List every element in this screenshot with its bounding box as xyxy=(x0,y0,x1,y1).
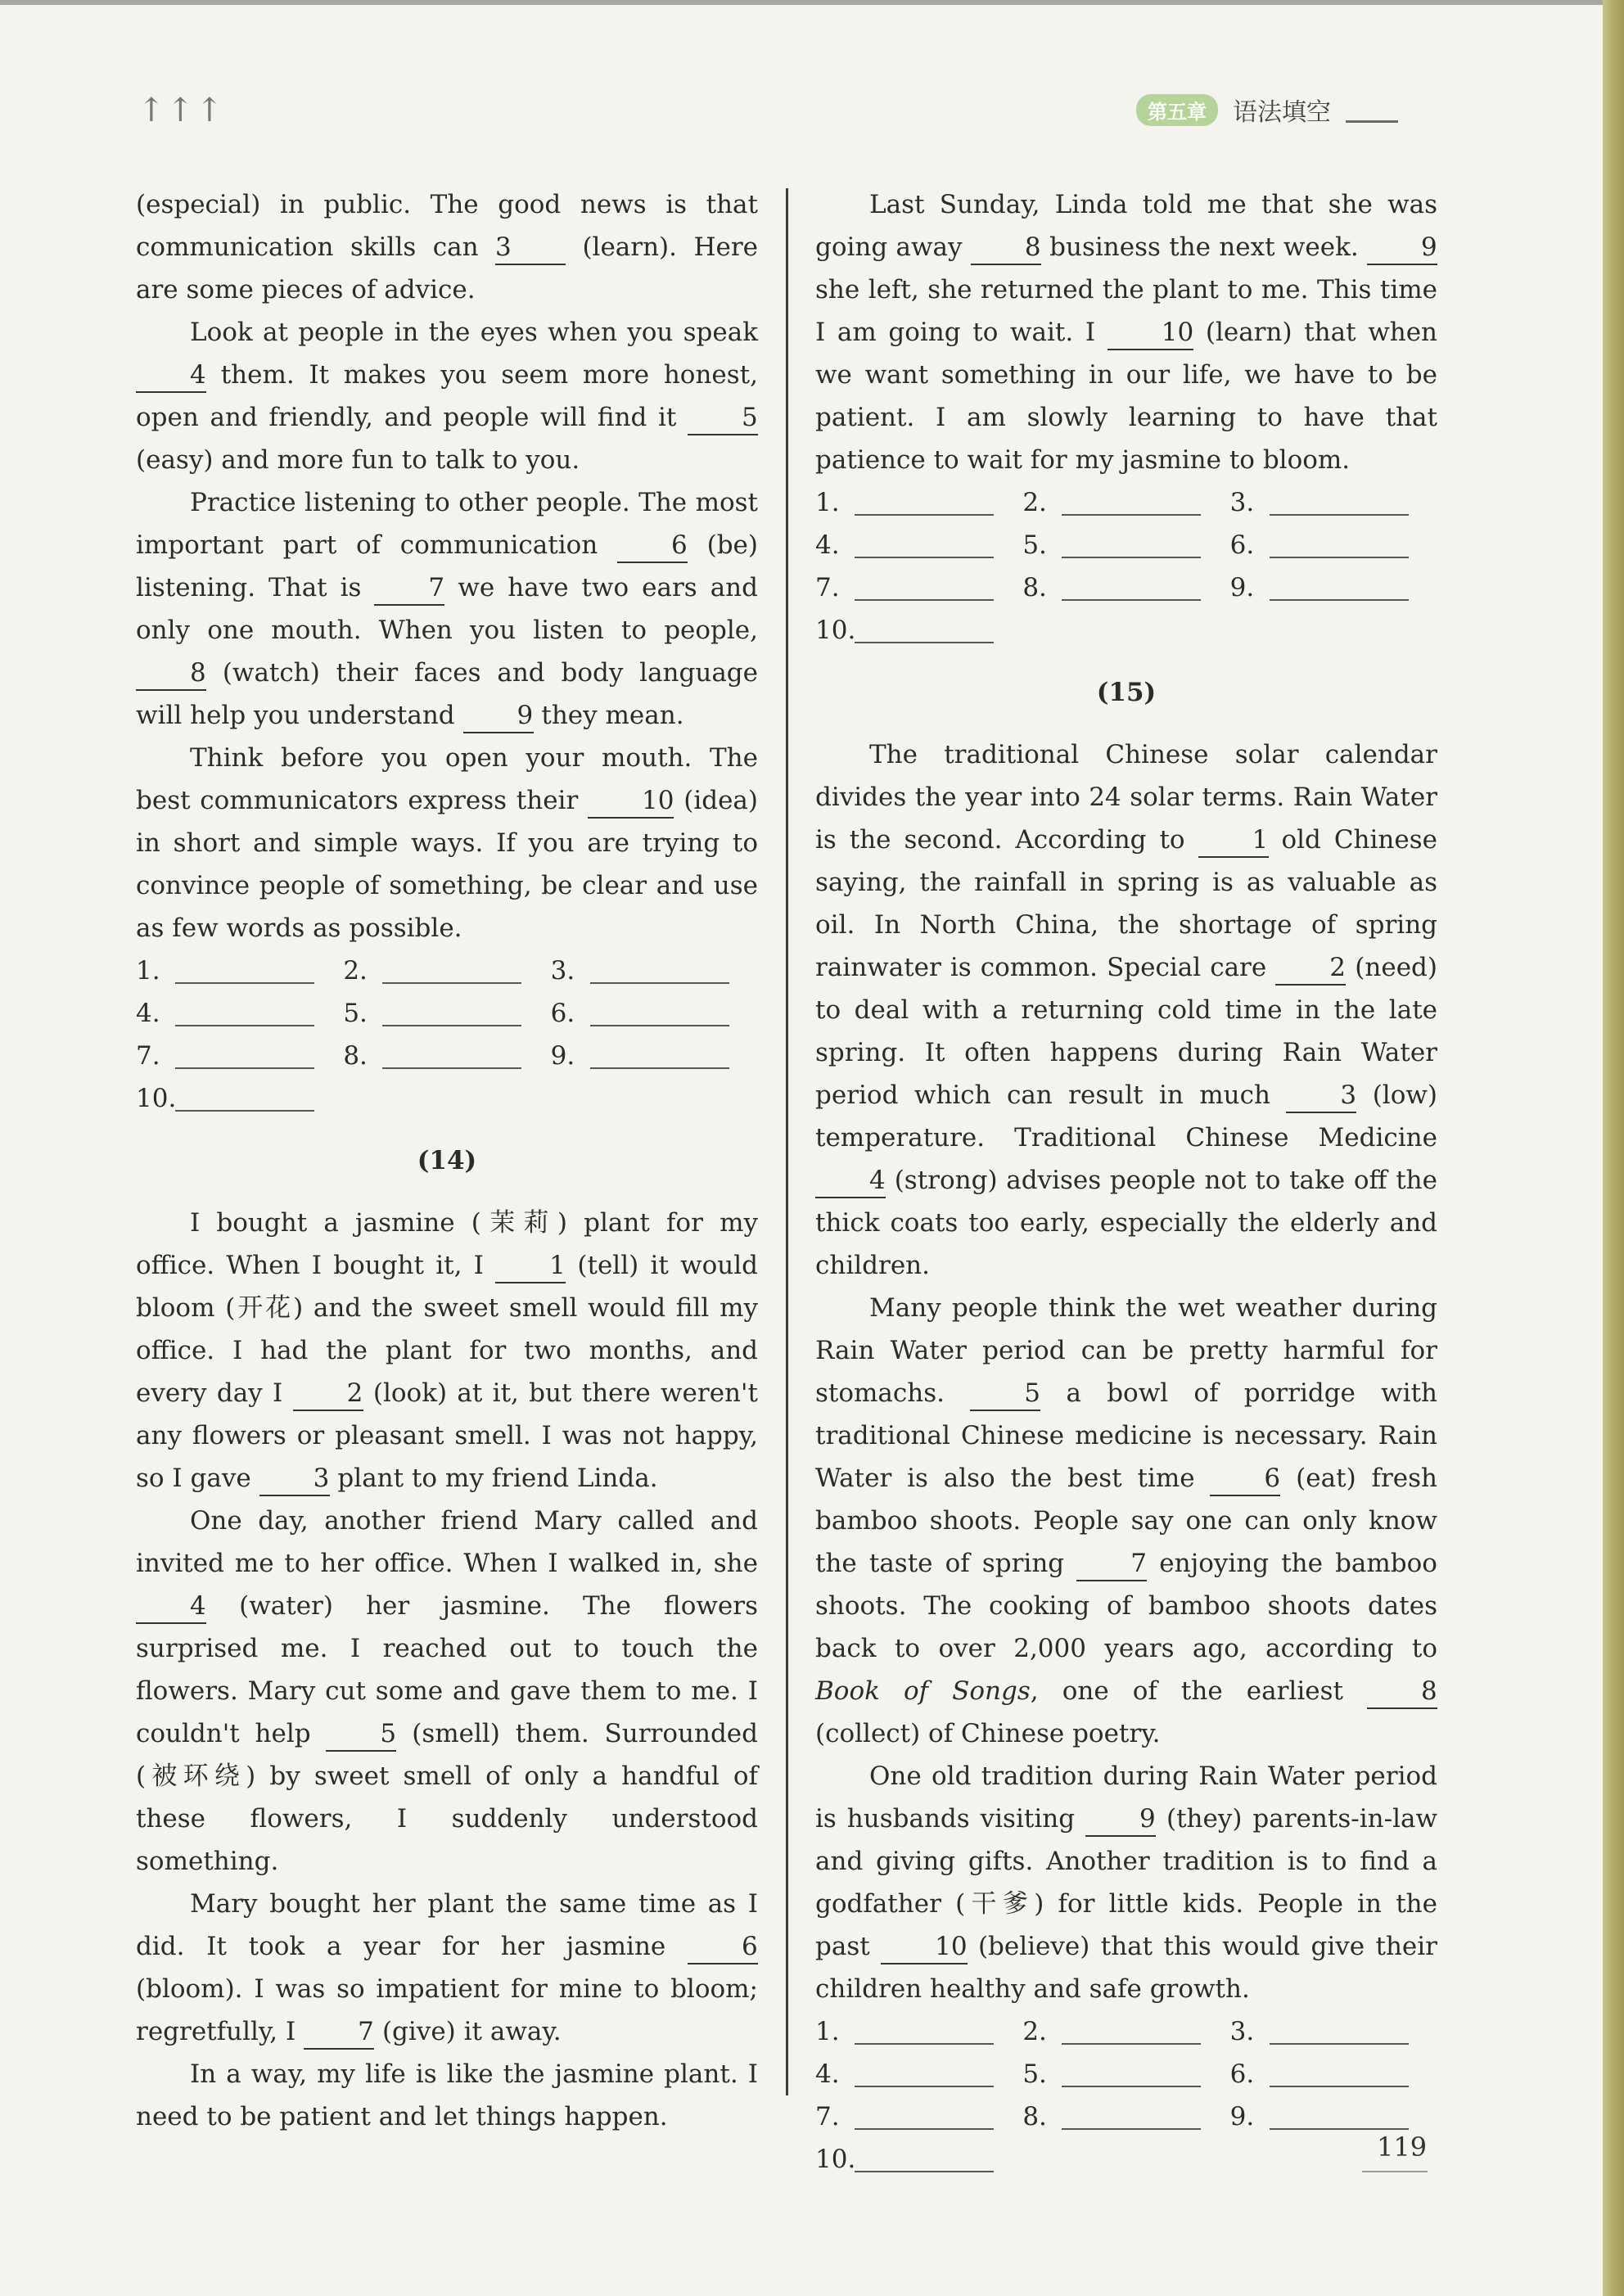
answer-number: 1. xyxy=(136,956,160,986)
answer-grid xyxy=(815,481,1437,652)
answer-blank[interactable]: 9 xyxy=(1367,231,1437,265)
paragraph: Mary bought her plant the same time as I did. It took a year for her jasmine 6 (bloom). I was so impatient for mine to bloom; regretfully, I 7 (give) it away. xyxy=(136,1883,758,2053)
paragraph: (especial) in public. The good news is that communication skills can 3 (learn). Here are some pieces of advice. xyxy=(136,190,758,304)
answer-line[interactable] xyxy=(855,599,994,601)
answer-line[interactable] xyxy=(1270,2128,1409,2130)
answer-number: 4. xyxy=(815,530,840,560)
paragraph: Think before you open your mouth. The best communicators express their 10 (idea) in short and simple ways. If you are trying to convince people of something, be clear and use as few words as possible. xyxy=(136,743,758,943)
answer-number: 7. xyxy=(136,1041,160,1071)
answer-line[interactable] xyxy=(1270,514,1409,516)
section-title: 语法填空 xyxy=(1233,98,1331,127)
answer-line[interactable] xyxy=(855,557,994,558)
answer-line[interactable] xyxy=(1062,599,1201,601)
answer-blank[interactable]: 4 xyxy=(815,1164,886,1198)
top-edge xyxy=(0,0,1603,5)
answer-line[interactable] xyxy=(855,2171,994,2172)
answer-line[interactable] xyxy=(1062,514,1201,516)
answer-blank[interactable]: 7 xyxy=(374,571,444,606)
answer-number: 1. xyxy=(815,2017,840,2046)
answer-number: 8. xyxy=(1022,2102,1047,2131)
answer-line[interactable] xyxy=(1062,2086,1201,2087)
section-heading-14: (14) xyxy=(417,1146,477,1175)
answer-number: 5. xyxy=(343,999,368,1028)
answer-number: 2. xyxy=(1022,2017,1047,2046)
paragraph: One old tradition during Rain Water period is husbands visiting 9 (they) parents-in-law and giving gifts. Another tradition is to find a godfather (干爹) for little kids. People in the past 10 (believe) that this would give their children healthy and safe growth. xyxy=(815,1761,1438,2004)
answer-blank[interactable]: 4 xyxy=(136,359,206,393)
answer-blank[interactable]: 7 xyxy=(304,2015,374,2050)
answer-number: 10. xyxy=(815,616,856,645)
answer-blank[interactable]: 9 xyxy=(1085,1802,1156,1837)
answer-line[interactable] xyxy=(382,1025,521,1026)
answer-blank[interactable]: 1 xyxy=(495,1249,566,1283)
paragraph: Practice listening to other people. The most important part of communication 6 (be) listening. That is 7 we have two ears and only one mouth. When you listen to people, 8 (watch) their faces and body language will help you understand 9 they mean. xyxy=(136,481,758,737)
answer-line[interactable] xyxy=(175,1067,314,1069)
answer-number: 3. xyxy=(550,956,575,986)
column-divider xyxy=(786,188,788,2095)
answer-blank[interactable]: 3 xyxy=(259,1462,330,1496)
answer-blank[interactable]: 8 xyxy=(1367,1675,1437,1709)
header-decoration: ↑↑↑ xyxy=(138,92,225,129)
answer-number: 1. xyxy=(815,488,840,517)
paragraph: Many people think the wet weather during Rain Water period can be pretty harmful for stomachs. 5 a bowl of porridge with traditional Chinese medicine is necessary. Rain Water is also the best time 6 (eat) fresh bamboo shoots. People say one can only know the taste of spring 7 enjoying the bamboo shoots. The cooking of bamboo shoots dates back to over 2,000 years ago, according to Book of Songs, one of the earliest 8 (collect) of Chinese poetry. xyxy=(815,1293,1438,1748)
running-header xyxy=(1136,92,1398,128)
answer-line[interactable] xyxy=(1062,2128,1201,2130)
page-number-ornament xyxy=(1362,2167,1428,2172)
answer-grid xyxy=(815,2010,1437,2181)
answer-line[interactable] xyxy=(1270,557,1409,558)
answer-line[interactable] xyxy=(175,1110,314,1112)
answer-number: 9. xyxy=(550,1041,575,1071)
answer-number: 4. xyxy=(136,999,160,1028)
answer-blank[interactable]: 5 xyxy=(688,401,758,435)
page-number: 119 xyxy=(1377,2131,1428,2163)
answer-blank[interactable]: 3 xyxy=(495,231,566,265)
answer-line[interactable] xyxy=(855,2086,994,2087)
answer-number: 5. xyxy=(1022,2059,1047,2089)
paragraph: Look at people in the eyes when you speak 4 them. It makes you seem more honest, open and friendly, and people will find it 5 (easy) and more fun to talk to you. xyxy=(136,318,758,475)
answer-blank[interactable]: 3 xyxy=(1286,1079,1356,1113)
answer-blank[interactable]: 10 xyxy=(588,784,674,819)
answer-number: 2. xyxy=(1022,488,1047,517)
answer-number: 4. xyxy=(815,2059,840,2089)
answer-line[interactable] xyxy=(1062,2043,1201,2045)
answer-line[interactable] xyxy=(855,2043,994,2045)
page-edge xyxy=(1603,0,1624,2296)
paragraph: I bought a jasmine (茉莉) plant for my office. When I bought it, I 1 (tell) it would bloom (开花) and the sweet smell would fill my office. I had the plant for two months, and every day I 2 (look) at it, but there weren't any flowers or pleasant smell. I was not happy, so I gave 3 plant to my friend Linda. xyxy=(136,1202,758,1500)
answer-blank[interactable]: 8 xyxy=(971,231,1041,265)
answer-line[interactable] xyxy=(590,982,729,984)
answer-blank[interactable]: 5 xyxy=(326,1717,396,1752)
book-title: Book of Songs xyxy=(815,1676,1031,1706)
chapter-badge: 第五章 xyxy=(1136,94,1218,126)
answer-number: 10. xyxy=(136,1084,177,1113)
answer-blank[interactable]: 2 xyxy=(293,1377,363,1411)
answer-blank[interactable]: 8 xyxy=(136,656,206,691)
answer-line[interactable] xyxy=(855,514,994,516)
answer-blank[interactable]: 1 xyxy=(1198,823,1269,858)
answer-line[interactable] xyxy=(1270,2086,1409,2087)
answer-line[interactable] xyxy=(855,642,994,643)
header-ornament xyxy=(1346,114,1398,123)
answer-blank[interactable]: 6 xyxy=(617,529,688,563)
answer-number: 3. xyxy=(1229,2017,1255,2046)
answer-number: 2. xyxy=(343,956,368,986)
answer-line[interactable] xyxy=(382,982,521,984)
answer-number: 5. xyxy=(1022,530,1047,560)
answer-line[interactable] xyxy=(175,1025,314,1026)
answer-blank[interactable]: 2 xyxy=(1275,951,1346,986)
answer-grid xyxy=(136,950,758,1120)
paragraph: Last Sunday, Linda told me that she was going away 8 business the next week. 9 she left, she returned the plant to me. This time I am going to wait. I 10 (learn) that when we want something in our life, we have to be patient. I am slowly learning to have that patience to wait for my jasmine to bloom. xyxy=(815,190,1438,475)
section-heading-15: (15) xyxy=(1096,678,1157,707)
paragraph: The traditional Chinese solar calendar divides the year into 24 solar terms. Rain Water is the second. According to 1 old Chinese saying, the rainfall in spring is as valuable as oil. In North China, the shortage of spring rainwater is common. Special care 2 (need) to deal with a returning cold time in the late spring. It often happens during Rain Water period which can result in much 3 (low) temperature. Traditional Chinese Medicine 4 (strong) advises people not to take off the thick coats too early, especially the elderly and children. xyxy=(815,740,1438,1280)
answer-number: 9. xyxy=(1229,573,1255,602)
answer-line[interactable] xyxy=(590,1067,729,1069)
answer-number: 8. xyxy=(1022,573,1047,602)
answer-line[interactable] xyxy=(1270,2043,1409,2045)
answer-number: 6. xyxy=(550,999,575,1028)
answer-line[interactable] xyxy=(590,1025,729,1026)
answer-blank[interactable]: 4 xyxy=(136,1590,206,1624)
answer-blank[interactable]: 10 xyxy=(1107,316,1193,350)
paragraph: In a way, my life is like the jasmine plant. I need to be patient and let things happen. xyxy=(136,2059,758,2131)
answer-blank[interactable]: 5 xyxy=(970,1377,1040,1411)
answer-number: 7. xyxy=(815,2102,840,2131)
paragraph: One day, another friend Mary called and invited me to her office. When I walked in, she 4 (water) her jasmine. The flowers surprised me. I reached out to touch the flowers. Mary cut some and gave them to me. I couldn't help 5 (smell) them. Surrounded (被环绕) by sweet smell of only a handful of these flowers, I suddenly understood something. xyxy=(136,1506,759,1876)
answer-blank[interactable]: 6 xyxy=(1210,1462,1280,1496)
answer-number: 10. xyxy=(815,2145,856,2174)
right-column xyxy=(815,183,1437,2181)
answer-number: 7. xyxy=(815,573,840,602)
answer-blank[interactable]: 6 xyxy=(688,1930,758,1964)
answer-blank[interactable]: 10 xyxy=(881,1930,967,1964)
answer-number: 6. xyxy=(1229,530,1255,560)
answer-number: 6. xyxy=(1229,2059,1255,2089)
answer-line[interactable] xyxy=(382,1067,521,1069)
answer-number: 9. xyxy=(1229,2102,1255,2131)
answer-blank[interactable]: 7 xyxy=(1076,1547,1147,1581)
answer-line[interactable] xyxy=(1270,599,1409,601)
answer-number: 8. xyxy=(343,1041,368,1071)
left-column xyxy=(136,183,758,2138)
answer-line[interactable] xyxy=(855,2128,994,2130)
answer-blank[interactable]: 9 xyxy=(463,699,534,733)
answer-line[interactable] xyxy=(1062,557,1201,558)
answer-number: 3. xyxy=(1229,488,1255,517)
answer-line[interactable] xyxy=(175,982,314,984)
